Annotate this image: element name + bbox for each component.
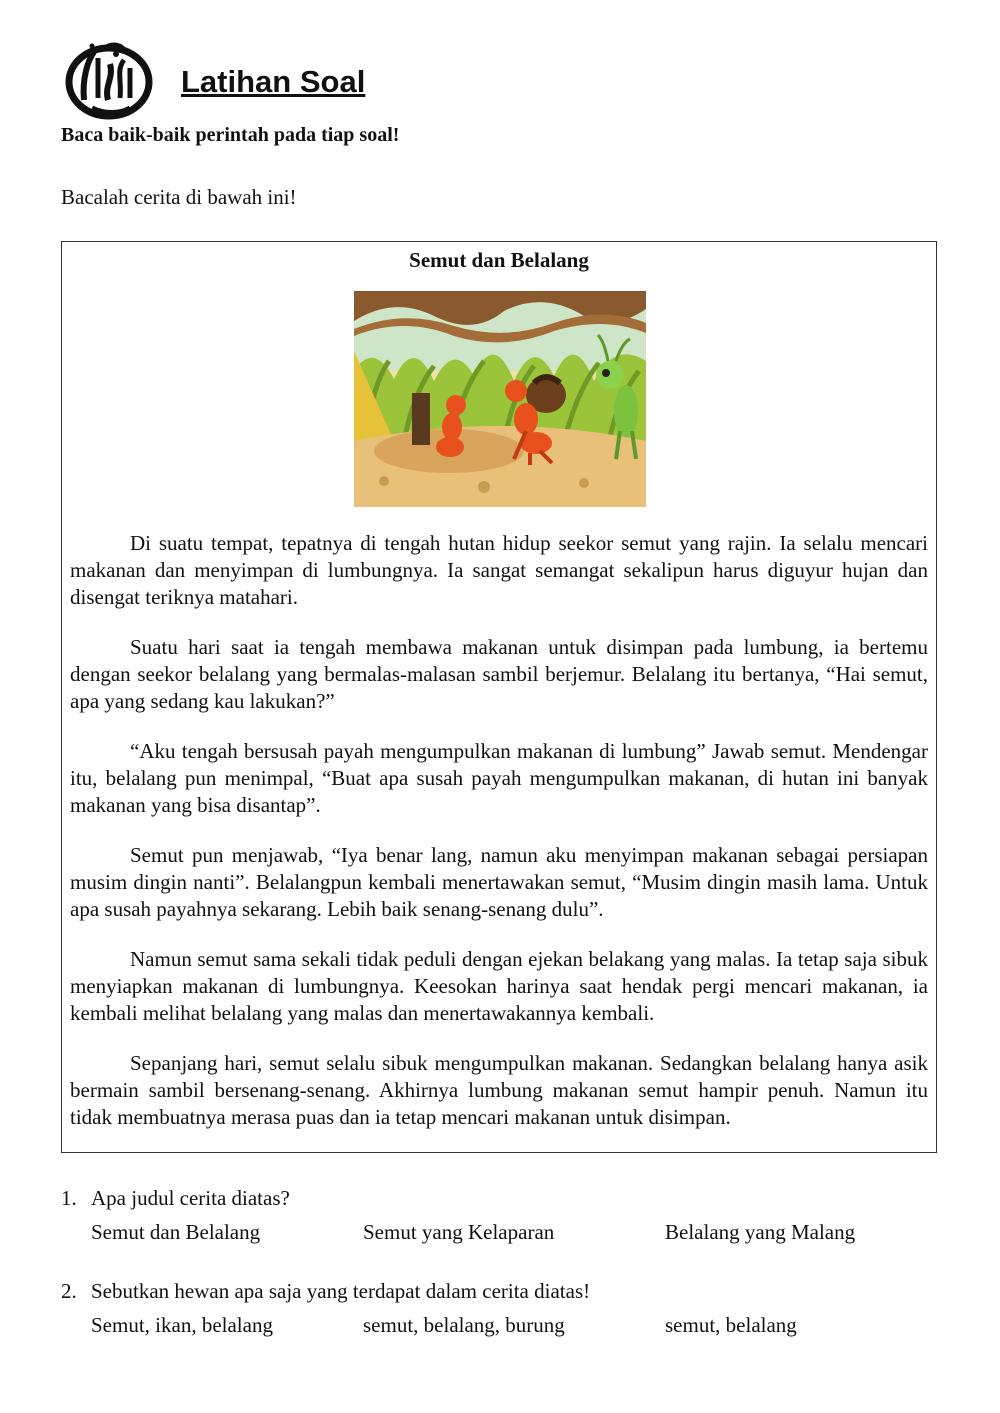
story-paragraph: Namun semut sama sekali tidak peduli dengan ejekan belakang yang malas. Ia tetap saja sibuk menyiapkan makanan di lumbungnya. Keesokan harinya saat hendak pergi mencari makanan, ia kembali melihat belalang yang malas dan menertawakannya kembali. (70, 947, 928, 1025)
answer-option[interactable]: Belalang yang Malang (665, 1220, 856, 1244)
story-paragraph: Sepanjang hari, semut selalu sibuk mengumpulkan makanan. Sedangkan belalang hanya asik bermain sambil bersenang-senang. Akhirnya lumbung makanan semut hampir penuh. Namun itu tidak membuatnya merasa puas dan ia tetap mencari makanan untuk disimpan. (70, 1051, 928, 1129)
instruction-text: Baca baik-baik perintah pada tiap soal! (61, 124, 400, 146)
answer-options (61, 1310, 797, 1342)
story-paragraph: Semut pun menjawab, “Iya benar lang, namun aku menyimpan makanan sebagai persiapan musim dingin nanti”. Belalangpun kembali menertawakan semut, “Musim dingin masih lama. Untuk apa susah payahnya sekarang. Lebih baik senang-senang dulu”. (70, 843, 928, 921)
question-1 (61, 1183, 856, 1249)
question-number: 1. (61, 1186, 77, 1210)
question-text: Apa judul cerita diatas? (91, 1186, 290, 1210)
answer-option[interactable]: Semut, ikan, belalang (91, 1313, 273, 1337)
intro-text: Bacalah cerita di bawah ini! (61, 185, 297, 209)
ant-and-grasshopper-illustration (354, 291, 646, 507)
question-number: 2. (61, 1279, 77, 1303)
story-paragraph: “Aku tengah bersusah payah mengumpulkan makanan di lumbung” Jawab semut. Mendengar itu, belalang pun menimpal, “Buat apa susah payah mengumpulkan makanan, di hutan ini banyak makanan yang bisa disantap”. (70, 739, 928, 817)
answer-option[interactable]: semut, belalang, burung (363, 1313, 565, 1337)
question-2 (61, 1276, 797, 1342)
question-text: Sebutkan hewan apa saja yang terdapat dalam cerita diatas! (91, 1279, 591, 1303)
answer-option[interactable]: semut, belalang (665, 1313, 797, 1337)
story-text (70, 530, 928, 1131)
answer-option[interactable]: Semut dan Belalang (91, 1220, 261, 1244)
page-title: Latihan Soal (181, 64, 366, 99)
story-box (61, 241, 937, 1153)
story-title: Semut dan Belalang (409, 248, 589, 272)
answer-option[interactable]: Semut yang Kelaparan (363, 1220, 555, 1244)
story-paragraph: Di suatu tempat, tepatnya di tengah hutan hidup seekor semut yang rajin. Ia selalu mencari makanan dan menyimpan di lumbungnya. Ia sangat semangat sekalipun harus diguyur hujan dan disengat teriknya matahari. (70, 531, 928, 609)
answer-options (61, 1217, 856, 1249)
story-paragraph: Suatu hari saat ia tengah membawa makanan untuk disimpan pada lumbung, ia bertemu dengan seekor belalang yang bermalas-malasan sambil berjemur. Belalang itu bertanya, “Hai semut, apa yang sedang kau lakukan?” (70, 635, 928, 713)
calligraphy-logo-icon (64, 38, 154, 120)
